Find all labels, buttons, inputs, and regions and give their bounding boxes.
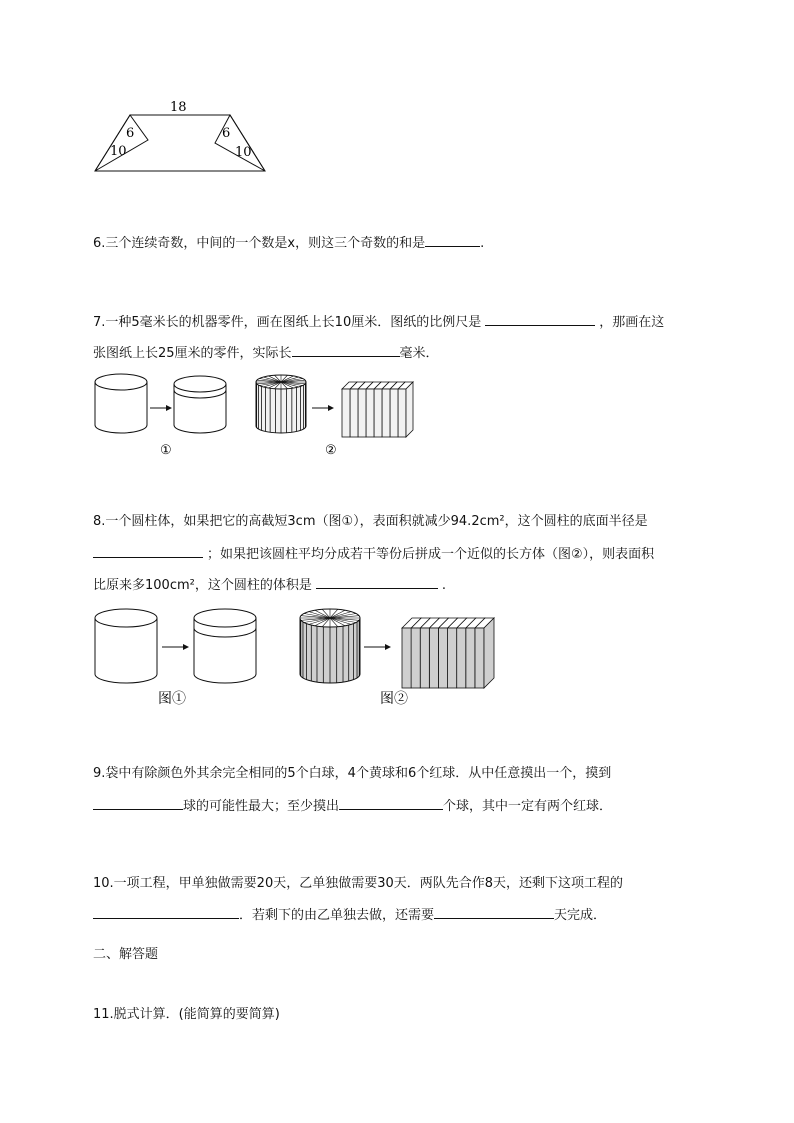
small-cylinder-shortened [174, 376, 226, 433]
q7-line2-end: 毫米． [399, 346, 439, 361]
q10-fraction-blank[interactable] [93, 906, 239, 919]
q7-line1-text: 7.一种5毫米长的机器零件，画在图纸上长10厘米．图纸的比例尺是 [93, 315, 482, 330]
large-striped-cylinder [300, 609, 360, 683]
small-cylinder-original [95, 374, 147, 433]
question-11 [93, 1007, 280, 1023]
question-8-line-2 [93, 545, 654, 563]
q7-length-blank[interactable] [292, 344, 400, 357]
small-striped-cuboid [342, 382, 413, 437]
question-7-line-2 [93, 344, 439, 362]
q9-line1-text: 9.袋中有除颜色外其余完全相同的5个白球，4个黄球和6个红球．从中任意摸出一个，摸到 [93, 766, 612, 781]
q9-line2-end: 个球，其中一定有两个红球． [443, 799, 613, 814]
question-10-line-1 [93, 876, 623, 892]
trapezoid-left-short-label: 6 [126, 126, 135, 141]
q6-text: 6.三个连续奇数，中间的一个数是x，则这三个奇数的和是 [93, 236, 426, 251]
q10-line2-end: 天完成． [554, 908, 607, 923]
q8-line2-text: ；如果把该圆柱平均分成若干等份后拼成一个近似的长方体（图②），则表面积 [207, 547, 655, 562]
q9-color-blank[interactable] [93, 797, 183, 810]
q10-line1-text: 10.一项工程，甲单独做需要20天，乙单独做需要30天．两队先合作8天，还剩下这项工程的 [93, 876, 624, 891]
question-7-line-1 [93, 313, 664, 331]
q6-answer-blank[interactable] [425, 234, 480, 247]
q8-line3-text: 比原来多100cm²，这个圆柱的体积是 [93, 578, 312, 593]
q8-line3-end: . [441, 578, 446, 593]
q7-line2-text: 张图纸上长25厘米的零件，实际长 [93, 346, 292, 361]
question-9-line-2 [93, 797, 612, 815]
trapezoid-top-label: 18 [170, 100, 187, 115]
small-fig-label-1: ① [160, 443, 172, 458]
question-6 [93, 234, 484, 252]
question-10-line-2 [93, 906, 606, 924]
q9-count-blank[interactable] [339, 797, 443, 810]
small-striped-cylinder [256, 375, 306, 433]
trapezoid-right-long-label: 10 [235, 145, 252, 160]
q9-line2-mid: 球的可能性最大；至少摸出 [183, 799, 340, 814]
section-heading: 二、解答题 [93, 947, 159, 962]
q7-scale-blank[interactable] [485, 313, 595, 326]
large-cylinder-shortened [194, 609, 256, 683]
small-fig-label-2: ② [325, 443, 337, 458]
q8-radius-blank[interactable] [93, 545, 203, 558]
q6-end: . [480, 236, 485, 251]
q10-line2-mid: ．若剩下的由乙单独去做，还需要 [239, 908, 435, 923]
question-8-line-1 [93, 514, 648, 530]
trapezoid-figure [90, 95, 275, 180]
trapezoid-right-short-label: 6 [222, 126, 231, 141]
small-cylinder-diagram [90, 370, 430, 460]
large-fig-label-1: 图① [158, 691, 186, 707]
large-striped-cuboid [402, 618, 494, 688]
q10-days-blank[interactable] [434, 906, 554, 919]
q11-text: 11.脱式计算．(能简算的要简算) [93, 1007, 280, 1022]
q8-volume-blank[interactable] [316, 576, 438, 589]
trapezoid-left-long-label: 10 [110, 144, 127, 159]
q7-line1-end: ，那画在这 [599, 315, 665, 330]
question-8-line-3 [93, 576, 446, 594]
large-fig-label-2: 图② [380, 691, 408, 707]
large-cylinder-diagram [90, 600, 510, 712]
question-9-line-1 [93, 766, 611, 782]
q8-line1-text: 8.一个圆柱体，如果把它的高截短3cm（图①），表面积就减少94.2cm²，这个圆柱的底面半径是 [93, 514, 648, 529]
large-cylinder-original [95, 609, 157, 683]
